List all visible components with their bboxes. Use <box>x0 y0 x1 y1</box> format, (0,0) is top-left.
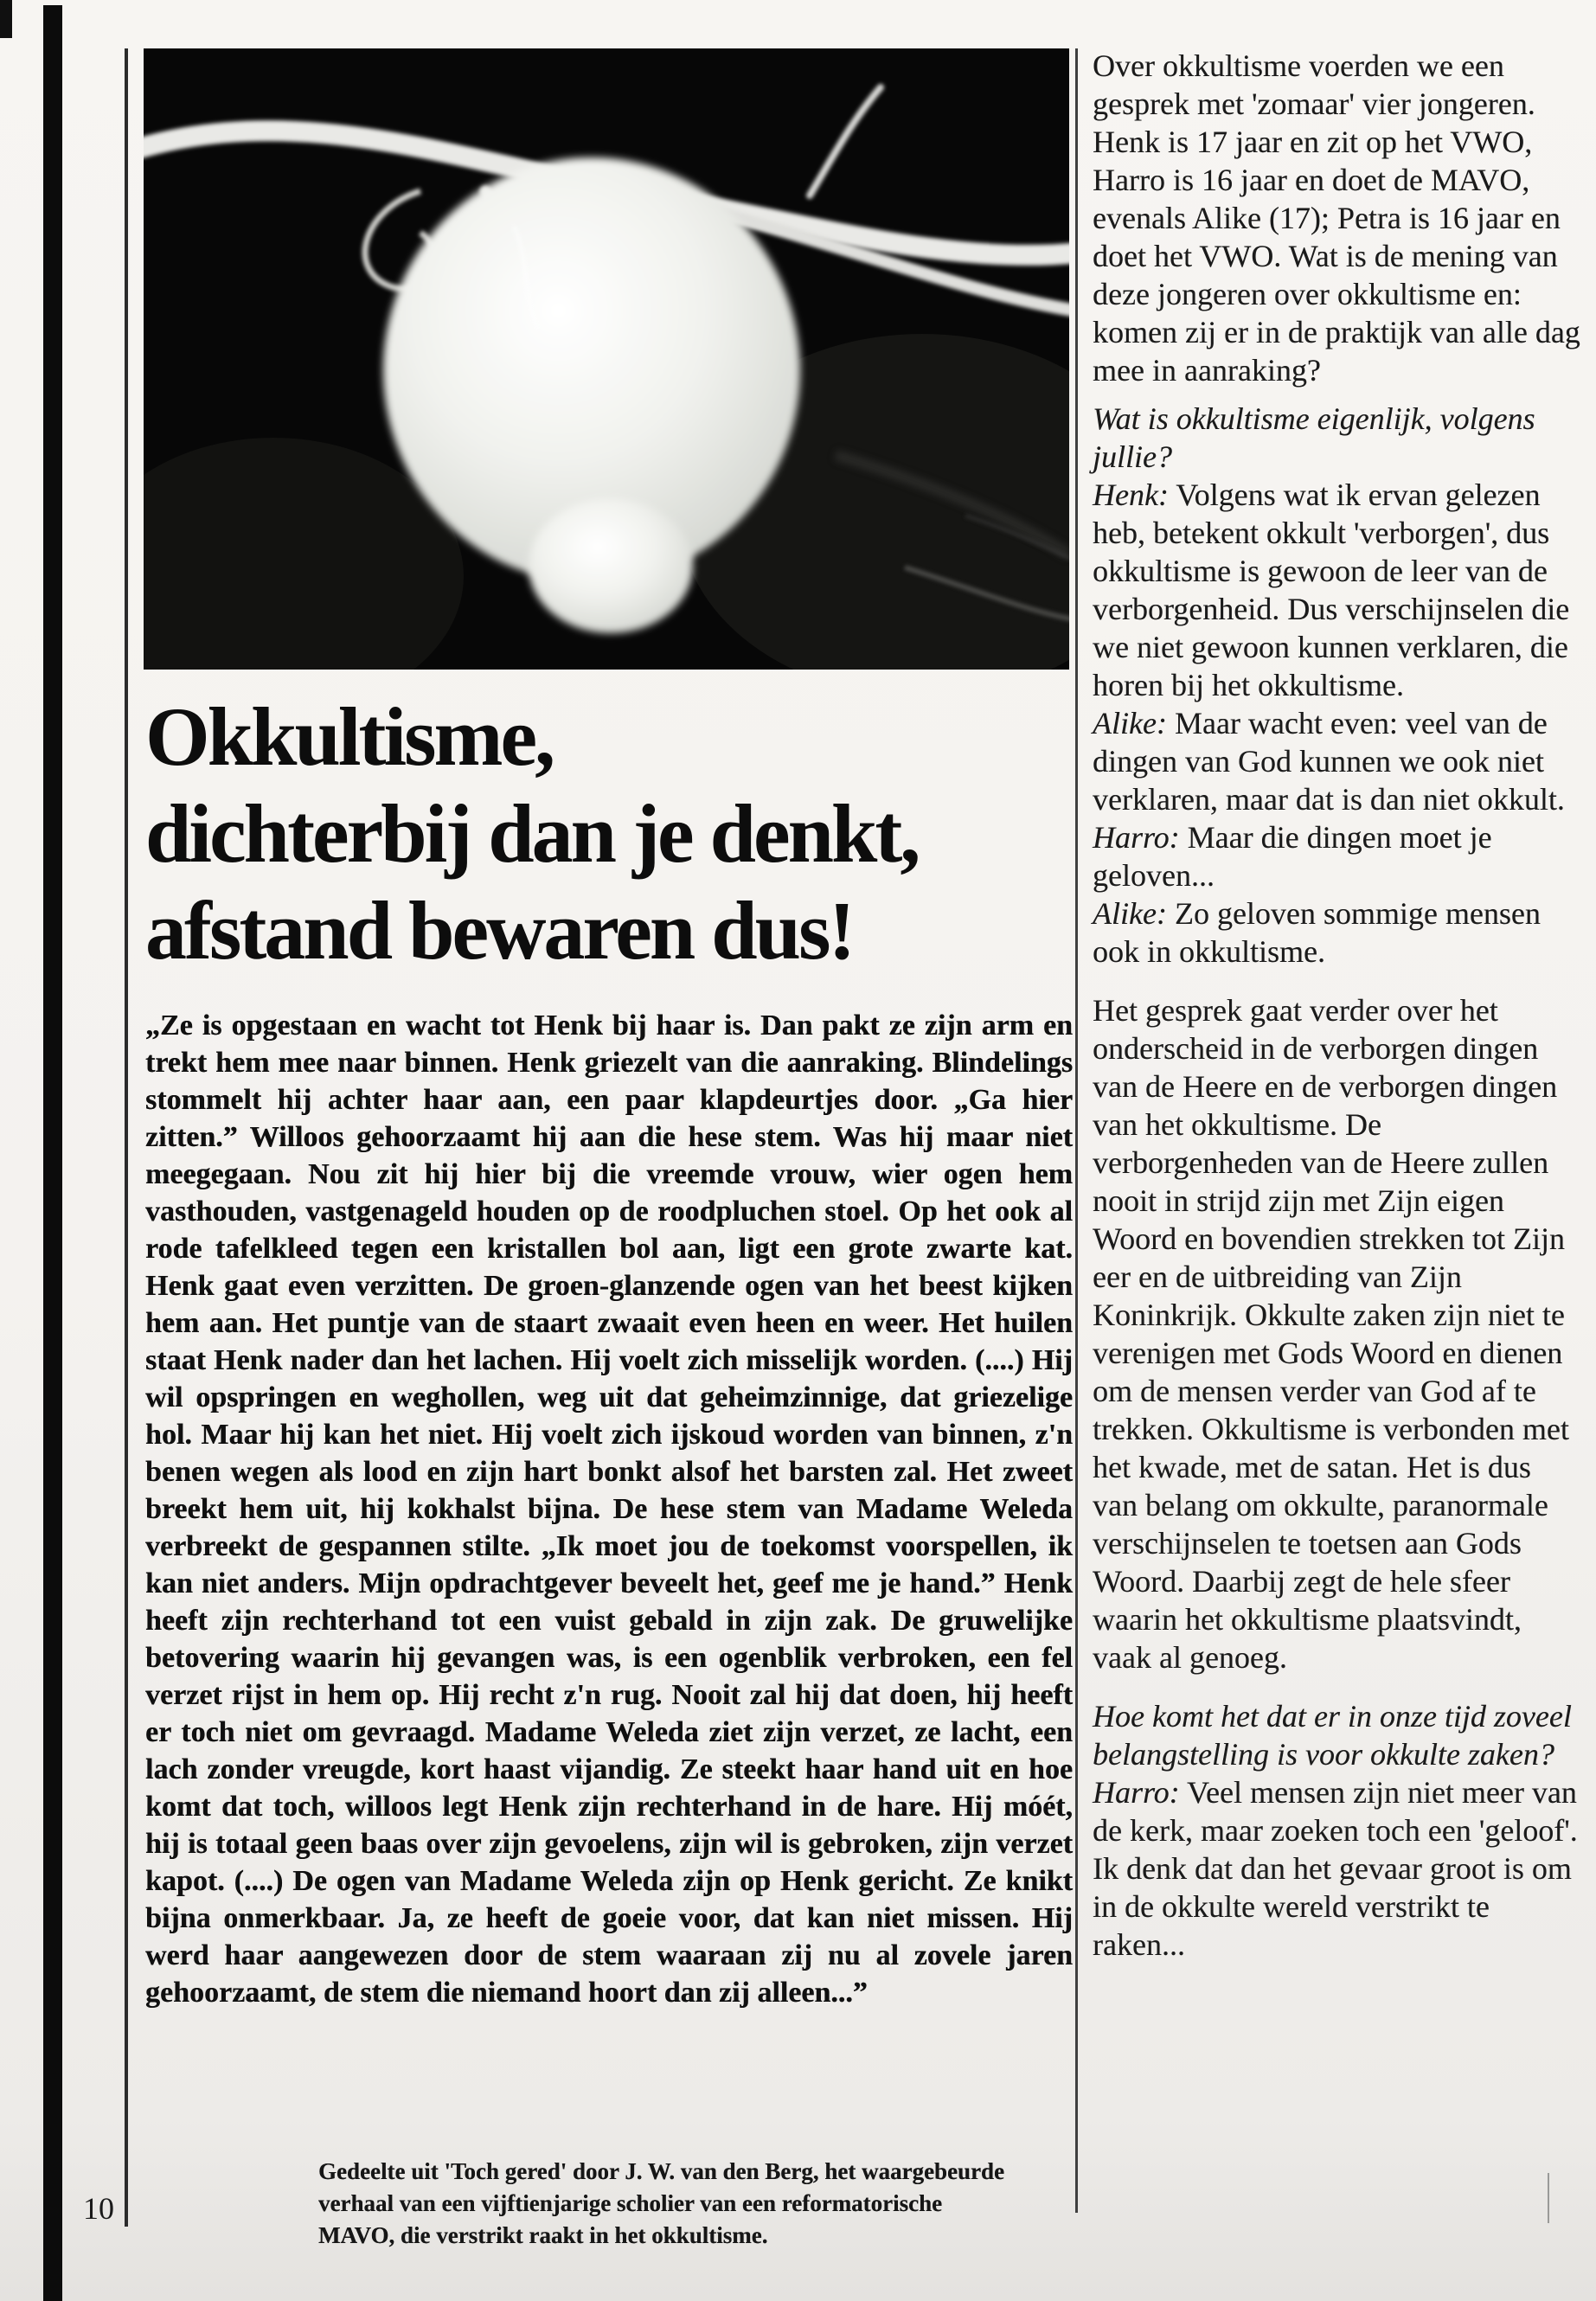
right-column-rule <box>1075 48 1078 2213</box>
interview-answer: Alike: Maar wacht even: veel van de dingen van God kunnen we ook niet verklaren, maar dat is dan niet okkult. <box>1093 706 1565 817</box>
speaker-name: Alike: <box>1093 706 1167 740</box>
interview-answer: Harro: Maar die dingen moet je geloven... <box>1093 820 1492 893</box>
headline-line-1: Okkultisme, <box>145 690 554 783</box>
speaker-name: Alike: <box>1093 896 1167 931</box>
speaker-name: Harro: <box>1093 820 1180 855</box>
speaker-name: Harro: <box>1093 1775 1180 1810</box>
story-excerpt: „Ze is opgestaan en wacht tot Henk bij haar is. Dan pakt ze zijn arm en trekt hem mee naar binnen. Henk griezelt van die aanraking. Blindelings stommelt hij achter haar aan, een paar klapdeurtjes door. „Ga hier zitten.” Willoos gehoorzaamt hij aan die hese stem. Was hij maar niet meegegaan. Nou zit hij hier bij die vreemde vrouw, wier ogen hem vasthouden, vastgenageld houden op de roodpluchen stoel. Op het ook al rode tafelkleed tegen een kristallen bol aan, ligt een grote zwarte kat. Henk gaat even verzitten. De groen-glanzende ogen van het beest kijken hem aan. Het puntje van de staart zwaait even heen en weer. Het huilen staat Henk nader dan het lachen. Hij voelt zich misselijk worden. (....) Hij wil opspringen en weghollen, weg uit dat geheimzinnige, dat griezelige hol. Maar hij kan het niet. Hij voelt zich ijskoud worden van binnen, z'n benen wegen als lood en zijn hart bonkt alsof het barsten zal. Het zweet breekt hem uit, hij kokhalst bijna. De hese stem van Madame Weleda verbreekt de gespannen stilte. „Ik moet jou de toekomst voorspellen, ik kan niet anders. Mijn opdrachtgever beveelt het, geef me je hand.” Henk heeft zijn rechterhand tot een vuist gebald in zijn zak. De gruwelijke betovering waarin hij gevangen was, is een ogenblik verbroken, een fel verzet rijst in hem op. Hij recht z'n rug. Nooit zal hij dat doen, hij heeft er toch niet om gevraagd. Madame Weleda ziet zijn verzet, ze lacht, een lach zonder vreugde, kort haast vijandig. Ze steekt haar hand uit en hoe komt dat toch, willoos legt Henk zijn rechterhand in de hare. Hij móét, hij is totaal geen baas over zijn gevoelens, zijn wil is gebroken, zijn verzet kapot. (....) De ogen van Madame Weleda zijn op Henk gericht. Ze knikt bijna onmerkbaar. Ja, ze heeft de goeie voor, dat kan niet missen. Hij werd haar aangewezen door de stem waaraan zij nu al zovele jaren gehoorzaamt, de stem die niemand hoort dan zij alleen...” <box>145 1009 1073 2009</box>
scan-edge-mark <box>0 0 12 38</box>
interview-answer: Harro: Veel mensen zijn niet meer van de kerk, maar zoeken toch een 'geloof'. Ik denk dat dan het gevaar groot is om in de okkulte wereld verstrikt te raken... <box>1093 1775 1578 1962</box>
interview-intro: Over okkultisme voerden we een gesprek met 'zomaar' vier jongeren. Henk is 17 jaar en zit op het VWO, Harro is 16 jaar en doet de MAVO, evenals Alike (17); Petra is 16 jaar en doet het VWO. Wat is de mening van deze jongeren over okkultisme en: komen zij er in de praktijk van alle dag mee in aanraking? <box>1093 48 1580 388</box>
interview-answer: Henk: Volgens wat ik ervan gelezen heb, betekent okkult 'verborgen', dus okkultisme is gewoon de leer van de verborgenheid. Dus verschijnselen die we niet gewoon kunnen verklaren, die horen bij het okkultisme. <box>1093 478 1570 702</box>
interview-answer: Alike: Zo geloven sommige mensen ook in okkultisme. <box>1093 896 1541 969</box>
interview-column <box>1093 47 1582 1964</box>
headline-line-2: dichterbij dan je denkt, <box>145 787 919 880</box>
article-headline <box>145 689 1073 979</box>
left-column-rule <box>125 48 128 2227</box>
headline-line-3: afstand bewaren dus! <box>145 884 854 977</box>
story-source-caption: Gedeelte uit 'Toch gered' door J. W. van den Berg, het waargebeurde verhaal van een vijftienjarige scholier van een reformatorische MAVO, die verstrikt raakt in het okkultisme. <box>318 2158 1004 2248</box>
interview-question: Wat is okkultisme eigenlijk, volgens jullie? <box>1093 401 1535 474</box>
crystal-ball-photo-art <box>144 48 1069 670</box>
crystal-ball-photo <box>144 48 1069 670</box>
interview-narration: Het gesprek gaat verder over het onderscheid in de verborgen dingen van de Heere en de verborgen dingen van het okkultisme. De verborgenheden van de Heere zullen nooit in strijd zijn met Zijn eigen Woord en bovendien strekken tot Zijn eer en de uitbreiding van Zijn Koninkrijk. Okkulte zaken zijn niet te verenigen met Gods Woord en dienen om de mensen verder van God af te trekken. Okkultisme is verbonden met het kwade, met de satan. Het is dus van belang om okkulte, paranormale verschijnselen te toetsen aan Gods Woord. Daarbij zegt de hele sfeer waarin het okkultisme plaatsvindt, vaak al genoeg. <box>1093 993 1569 1675</box>
interview-question: Hoe komt het dat er in onze tijd zoveel belangstelling is voor okkulte zaken? <box>1093 1699 1572 1772</box>
scan-artifact-line <box>1548 2173 1549 2223</box>
left-margin-bar <box>43 5 62 2301</box>
speaker-name: Henk: <box>1093 478 1169 512</box>
page-number: 10 <box>83 2191 114 2226</box>
